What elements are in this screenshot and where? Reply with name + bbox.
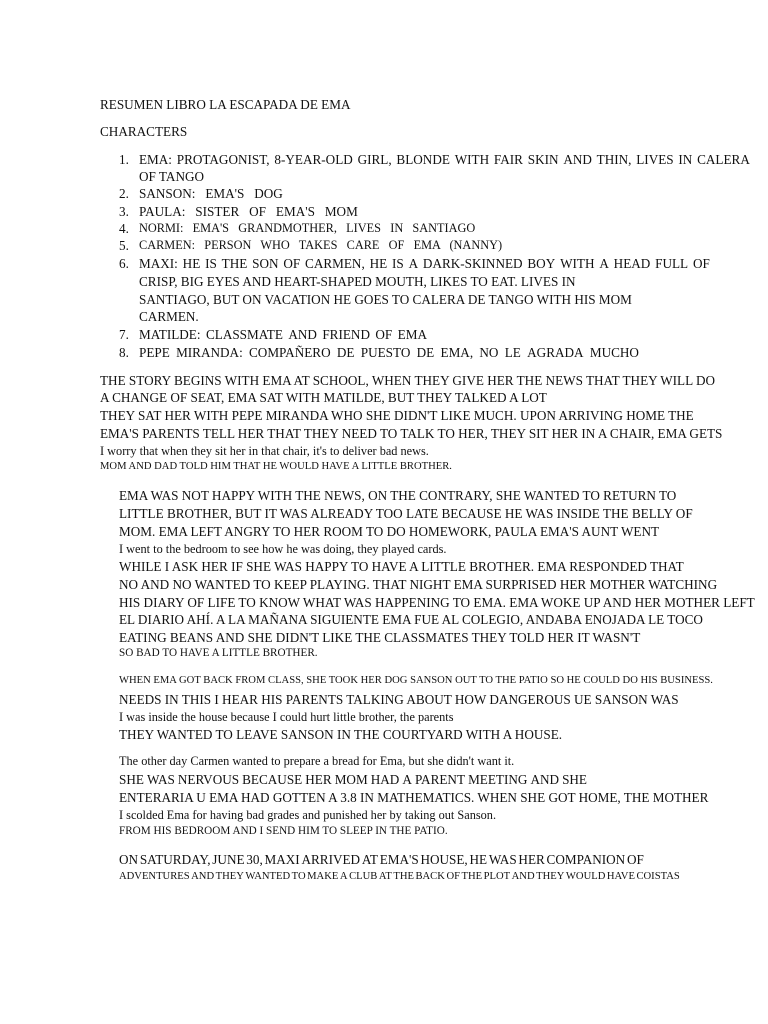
list-number: 2. [119, 186, 129, 201]
text-line: EL DIARIO AHÍ. A LA MAÑANA SIGUIENTE EMA FUE AL COLEGIO, ANDABA ENOJADA LE TOCO [119, 612, 703, 627]
text-line: THEY WANTED TO LEAVE SANSON IN THE COURTYARD WITH A HOUSE. [119, 727, 563, 742]
characters-heading: CHARACTERS [100, 124, 188, 139]
text-line: THEY SAT HER WITH PEPE MIRANDA WHO SHE DIDN'T LIKE MUCH. UPON ARRIVING HOME THE [100, 408, 694, 423]
text-line: The other day Carmen wanted to prepare a bread for Ema, but she didn't want it. [119, 754, 515, 768]
text-line: ON SATURDAY, JUNE 30, MAXI ARRIVED AT EMA'S HOUSE, HE WAS HER COMPANION OF [119, 852, 644, 867]
character-line: EMA: PROTAGONIST, 8-YEAR-OLD GIRL, BLONDE WITH FAIR SKIN AND THIN, LIVES IN CALERA [139, 152, 750, 167]
text-line: HIS DIARY OF LIFE TO KNOW WHAT WAS HAPPENING TO EMA. EMA WOKE UP AND HER MOTHER LEFT [119, 595, 755, 610]
text-line: ADVENTURES AND THEY WANTED TO MAKE A CLUB AT THE BACK OF THE PLOT AND THEY WOULD HAVE COISTAS [119, 871, 680, 882]
text-line: EATING BEANS AND SHE DIDN'T LIKE THE CLASSMATES THEY TOLD HER IT WASN'T [119, 630, 641, 645]
text-line: NEEDS IN THIS I HEAR HIS PARENTS TALKING ABOUT HOW DANGEROUS UE SANSON WAS [119, 692, 679, 707]
list-number: 8. [119, 345, 129, 360]
text-line: FROM HIS BEDROOM AND I SEND HIM TO SLEEP IN THE PATIO. [119, 825, 448, 837]
list-number: 6. [119, 256, 129, 271]
text-line: SO BAD TO HAVE A LITTLE BROTHER. [119, 647, 318, 659]
text-line: I was inside the house because I could hurt little brother, the parents [119, 710, 454, 724]
character-line: MAXI: HE IS THE SON OF CARMEN, HE IS A DARK-SKINNED BOY WITH A HEAD FULL OF [139, 256, 710, 271]
character-line: OF TANGO [139, 169, 205, 184]
list-number: 7. [119, 327, 129, 342]
document-title: RESUMEN LIBRO LA ESCAPADA DE EMA [100, 97, 351, 112]
text-line: MOM AND DAD TOLD HIM THAT HE WOULD HAVE A LITTLE BROTHER. [100, 461, 452, 472]
text-line: EMA'S PARENTS TELL HER THAT THEY NEED TO TALK TO HER, THEY SIT HER IN A CHAIR, EMA GETS [100, 426, 723, 441]
text-line: I scolded Ema for having bad grades and punished her by taking out Sanson. [119, 808, 497, 822]
list-number: 5. [119, 238, 129, 253]
text-line: NO AND NO WANTED TO KEEP PLAYING. THAT NIGHT EMA SURPRISED HER MOTHER WATCHING [119, 577, 718, 592]
text-line: MOM. EMA LEFT ANGRY TO HER ROOM TO DO HOMEWORK, PAULA EMA'S AUNT WENT [119, 524, 660, 539]
character-line: NORMI: EMA'S GRANDMOTHER, LIVES IN SANTIAGO [139, 221, 476, 235]
text-line: I worry that when they sit her in that chair, it's to deliver bad news. [100, 444, 429, 458]
text-line: A CHANGE OF SEAT, EMA SAT WITH MATILDE, BUT THEY TALKED A LOT [100, 390, 547, 405]
character-line: CARMEN: PERSON WHO TAKES CARE OF EMA (NANNY) [139, 238, 503, 252]
list-number: 4. [119, 221, 129, 236]
character-line: SANSON: EMA'S DOG [139, 186, 283, 201]
text-line: ENTERARIA U EMA HAD GOTTEN A 3.8 IN MATHEMATICS. WHEN SHE GOT HOME, THE MOTHER [119, 790, 709, 805]
text-line: SHE WAS NERVOUS BECAUSE HER MOM HAD A PARENT MEETING AND SHE [119, 772, 587, 787]
character-line: SANTIAGO, BUT ON VACATION HE GOES TO CALERA DE TANGO WITH HIS MOM [139, 292, 632, 307]
character-line: MATILDE: CLASSMATE AND FRIEND OF EMA [139, 327, 427, 342]
list-number: 3. [119, 204, 129, 219]
character-line: CARMEN. [139, 309, 199, 324]
text-line: I went to the bedroom to see how he was doing, they played cards. [119, 542, 447, 556]
character-line: PEPE MIRANDA: COMPAÑERO DE PUESTO DE EMA, NO LE AGRADA MUCHO [139, 345, 639, 360]
character-line: PAULA: SISTER OF EMA'S MOM [139, 204, 358, 219]
text-line: WHEN EMA GOT BACK FROM CLASS, SHE TOOK HER DOG SANSON OUT TO THE PATIO SO HE COULD DO HIS BUSINESS. [119, 675, 713, 686]
text-line: THE STORY BEGINS WITH EMA AT SCHOOL, WHEN THEY GIVE HER THE NEWS THAT THEY WILL DO [100, 373, 716, 388]
character-line: CRISP, BIG EYES AND HEART-SHAPED MOUTH, LIKES TO EAT. LIVES IN [139, 274, 576, 289]
text-line: LITTLE BROTHER, BUT IT WAS ALREADY TOO LATE BECAUSE HE WAS INSIDE THE BELLY OF [119, 506, 693, 521]
text-line: WHILE I ASK HER IF SHE WAS HAPPY TO HAVE A LITTLE BROTHER. EMA RESPONDED THAT [119, 559, 684, 574]
text-line: EMA WAS NOT HAPPY WITH THE NEWS, ON THE CONTRARY, SHE WANTED TO RETURN TO [119, 488, 677, 503]
list-number: 1. [119, 152, 129, 167]
